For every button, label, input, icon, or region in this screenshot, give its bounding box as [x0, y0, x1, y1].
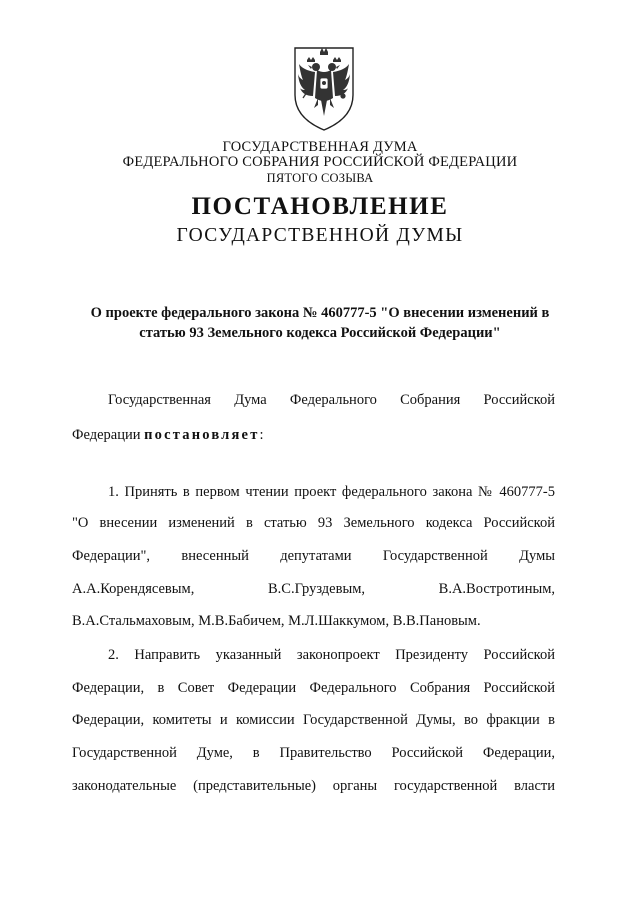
preamble-line-1: Государственная Дума Федерального Собрания Российской — [108, 392, 555, 408]
paragraph-1-line-1: 1. Принять в первом чтении проект федерального закона № 460777-5 — [108, 484, 555, 500]
subject-line-1: О проекте федерального закона № 460777-5 "О внесении изменений в — [90, 305, 550, 321]
coat-of-arms-icon — [289, 40, 359, 132]
subject-line-2: статью 93 Земельного кодекса Российской Федерации" — [139, 325, 501, 341]
paragraph-2-line-1: 2. Направить указанный законопроект Президенту Российской — [108, 647, 555, 663]
paragraph-1-line-4: А.А.Корендясевым, В.С.Груздевым, В.А.Востротиным, — [72, 581, 555, 597]
resolution-verb: постановляет — [144, 427, 260, 443]
preamble-text: Федерации — [72, 427, 145, 443]
paragraph-2-line-2: Федерации, в Совет Федерации Федерального Собрания Российской — [72, 680, 555, 696]
document-title: ПОСТАНОВЛЕНИЕ — [191, 193, 449, 220]
paragraph-1-line-3: Федерации", внесенный депутатами Государственной Думы — [72, 548, 555, 564]
document-subtitle: ГОСУДАРСТВЕННОЙ ДУМЫ — [176, 225, 464, 246]
paragraph-1-line-5: В.А.Стальмаховым, М.В.Бабичем, М.Л.Шаккумом, В.В.Пановым. — [72, 613, 481, 629]
paragraph-2-line-5: законодательные (представительные) органы государственной власти — [72, 778, 555, 794]
org-line-2: ФЕДЕРАЛЬНОГО СОБРАНИЯ РОССИЙСКОЙ ФЕДЕРАЦИИ — [122, 154, 518, 170]
org-line-3: ПЯТОГО СОЗЫВА — [266, 171, 374, 185]
preamble-colon: : — [259, 427, 264, 443]
preamble-line-2 — [72, 426, 555, 444]
paragraph-2-line-4: Государственной Думе, в Правительство Российской Федерации, — [72, 745, 555, 761]
paragraph-1-line-2: "О внесении изменений в статью 93 Земельного кодекса Российской — [72, 515, 555, 531]
paragraph-2-line-3: Федерации, комитеты и комиссии Государственной Думы, во фракции в — [72, 712, 555, 728]
org-line-1: ГОСУДАРСТВЕННАЯ ДУМА — [222, 139, 418, 155]
